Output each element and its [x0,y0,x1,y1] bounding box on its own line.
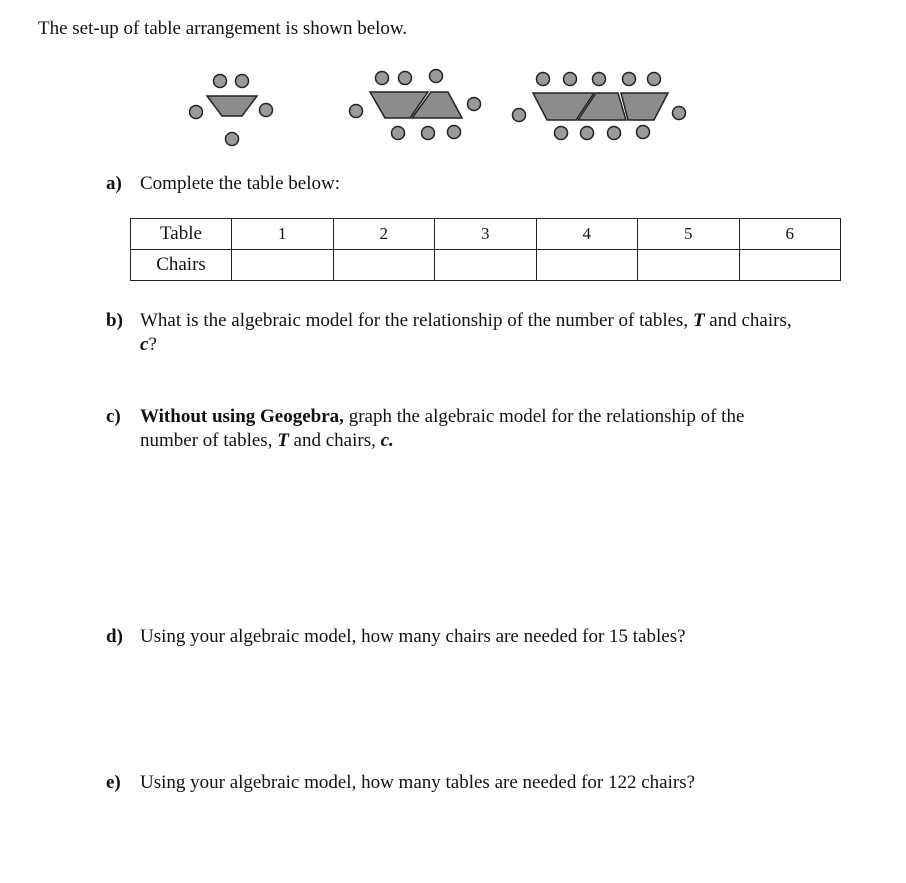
question-text [140,405,880,453]
variable-c: c [140,334,149,355]
chair [564,73,577,86]
question-label: e) [106,772,121,793]
table-cell: 2 [333,219,435,250]
variable-T: T [277,430,289,451]
chair [673,107,686,120]
chair [448,126,461,139]
arrangement-3 [513,73,686,140]
text-segment: What is the algebraic model for the relationship of the number of tables, [140,310,693,331]
answer-cell[interactable] [333,250,435,281]
table-cell: 4 [536,219,638,250]
variable-T: T [692,310,705,331]
chair [350,105,363,118]
table-piece [207,96,257,116]
text-segment: and chairs, [704,310,792,331]
table-cell: 1 [232,219,334,250]
chair [399,72,412,85]
arrangement-1 [190,75,273,146]
text-segment: graph the algebraic model for the relationship of the [343,406,745,427]
chair [392,127,405,140]
answer-cell[interactable] [435,250,537,281]
chair [593,73,606,86]
question-label: a) [106,173,122,194]
tables-chairs-table [130,218,841,281]
chair [623,73,636,86]
question-text [140,309,880,357]
chair [430,70,443,83]
question-label: b) [106,310,123,331]
question-label: c) [106,406,121,427]
chair [581,127,594,140]
table-cell: 5 [638,219,740,250]
answer-cell[interactable] [536,250,638,281]
intro-text: The set-up of table arrangement is shown below. [38,18,408,39]
chair [422,127,435,140]
question-b [106,309,876,361]
chair [190,106,203,119]
question-text: Using your algebraic model, how many tables are needed for 122 chairs? [140,772,696,793]
question-text: Complete the table below: [140,173,340,194]
chair [537,73,550,86]
table-row [131,219,841,250]
text-segment: ? [148,334,157,355]
table-piece [621,93,668,120]
table-cell: 6 [739,219,841,250]
arrangement-2 [350,70,481,140]
chair [214,75,227,88]
chair [236,75,249,88]
chair [608,127,621,140]
question-c [106,405,876,457]
chair [555,127,568,140]
row-header-table: Table [131,219,232,250]
table-cell: 3 [435,219,537,250]
chair [648,73,661,86]
chair [468,98,481,111]
chair [376,72,389,85]
text-segment: and chairs, [288,430,381,451]
answer-cell[interactable] [739,250,841,281]
question-text: Using your algebraic model, how many chairs are needed for 15 tables? [140,626,686,647]
chair [637,126,650,139]
chair [513,109,526,122]
answer-cell[interactable] [638,250,740,281]
variable-c: c. [380,430,394,451]
table-row [131,250,841,281]
text-segment: number of tables, [140,430,278,451]
question-label: d) [106,626,123,647]
row-header-chairs: Chairs [131,250,232,281]
answer-cell[interactable] [232,250,334,281]
chair [226,133,239,146]
bold-phrase: Without using Geogebra, [140,406,344,427]
chair [260,104,273,117]
